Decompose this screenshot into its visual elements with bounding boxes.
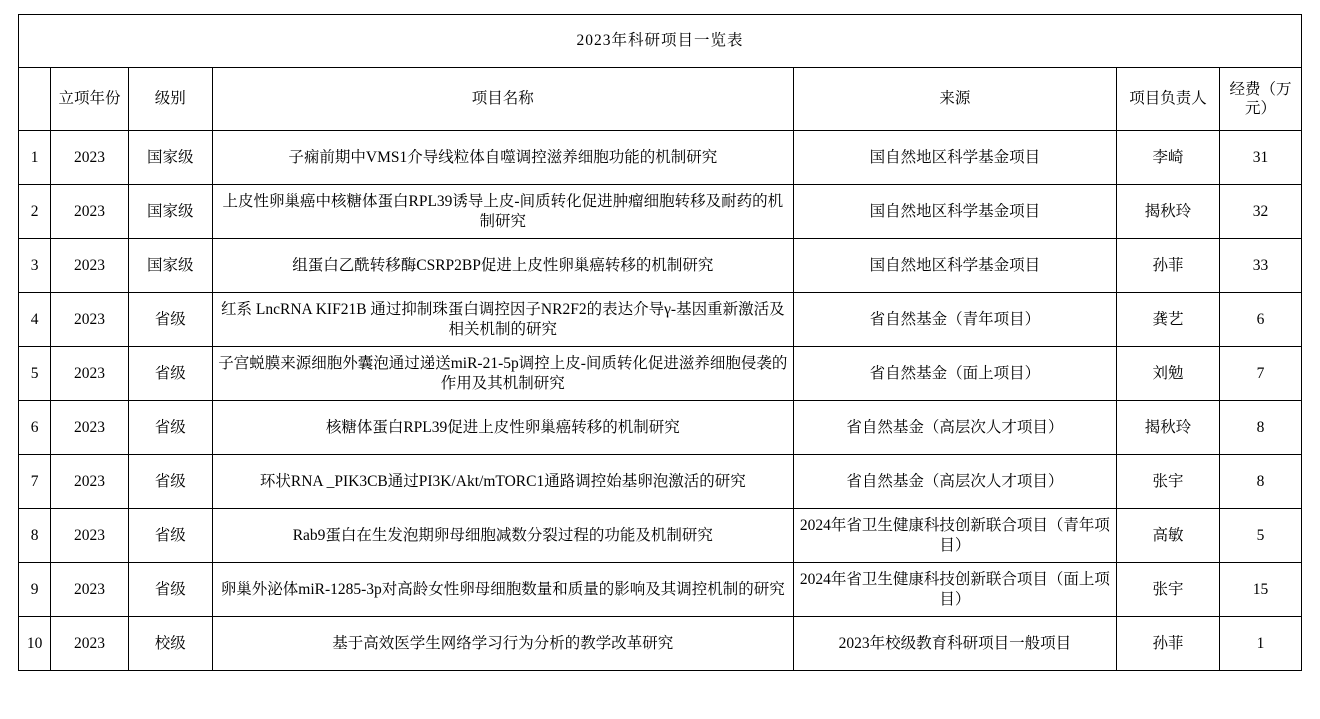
cell-project-name: 红系 LncRNA KIF21B 通过抑制珠蛋白调控因子NR2F2的表达介导γ-基因重新激活及相关机制的研究: [212, 293, 793, 347]
cell-owner: 张宇: [1116, 455, 1219, 509]
cell-level: 省级: [128, 563, 212, 617]
cell-project-name: 上皮性卵巢癌中核糖体蛋白RPL39诱导上皮-间质转化促进肿瘤细胞转移及耐药的机制研究: [212, 185, 793, 239]
cell-owner: 揭秋玲: [1116, 185, 1219, 239]
cell-funding: 7: [1220, 347, 1302, 401]
table-row: [19, 563, 1302, 617]
cell-funding: 33: [1220, 239, 1302, 293]
cell-index: 5: [19, 347, 51, 401]
cell-year: 2023: [51, 131, 128, 185]
cell-year: 2023: [51, 401, 128, 455]
cell-funding: 1: [1220, 617, 1302, 671]
cell-level: 国家级: [128, 131, 212, 185]
cell-level: 省级: [128, 401, 212, 455]
cell-year: 2023: [51, 239, 128, 293]
cell-funding: 5: [1220, 509, 1302, 563]
cell-owner: 张宇: [1116, 563, 1219, 617]
table-row: [19, 293, 1302, 347]
cell-level: 省级: [128, 293, 212, 347]
cell-source: 国自然地区科学基金项目: [793, 131, 1116, 185]
cell-owner: 龚艺: [1116, 293, 1219, 347]
cell-level: 校级: [128, 617, 212, 671]
table-row: [19, 185, 1302, 239]
research-projects-table: [18, 14, 1302, 671]
cell-project-name: 子痫前期中VMS1介导线粒体自噬调控滋养细胞功能的机制研究: [212, 131, 793, 185]
table-row: [19, 131, 1302, 185]
table-row: [19, 239, 1302, 293]
cell-level: 省级: [128, 509, 212, 563]
cell-source: 省自然基金（面上项目）: [793, 347, 1116, 401]
cell-index: 4: [19, 293, 51, 347]
cell-year: 2023: [51, 455, 128, 509]
cell-year: 2023: [51, 185, 128, 239]
cell-owner: 揭秋玲: [1116, 401, 1219, 455]
table-row: [19, 617, 1302, 671]
cell-project-name: 卵巢外泌体miR-1285-3p对高龄女性卵母细胞数量和质量的影响及其调控机制的研究: [212, 563, 793, 617]
cell-project-name: 组蛋白乙酰转移酶CSRP2BP促进上皮性卵巢癌转移的机制研究: [212, 239, 793, 293]
cell-source: 2024年省卫生健康科技创新联合项目（青年项目）: [793, 509, 1116, 563]
cell-funding: 8: [1220, 401, 1302, 455]
cell-source: 2023年校级教育科研项目一般项目: [793, 617, 1116, 671]
cell-index: 3: [19, 239, 51, 293]
cell-project-name: 核糖体蛋白RPL39促进上皮性卵巢癌转移的机制研究: [212, 401, 793, 455]
cell-funding: 8: [1220, 455, 1302, 509]
cell-year: 2023: [51, 617, 128, 671]
cell-source: 国自然地区科学基金项目: [793, 185, 1116, 239]
cell-source: 国自然地区科学基金项目: [793, 239, 1116, 293]
cell-project-name: 基于高效医学生网络学习行为分析的教学改革研究: [212, 617, 793, 671]
column-header-year: 立项年份: [51, 68, 128, 131]
cell-owner: 李崎: [1116, 131, 1219, 185]
cell-index: 9: [19, 563, 51, 617]
cell-index: 1: [19, 131, 51, 185]
cell-level: 省级: [128, 455, 212, 509]
cell-source: 省自然基金（高层次人才项目）: [793, 401, 1116, 455]
table-row: [19, 509, 1302, 563]
cell-index: 10: [19, 617, 51, 671]
cell-level: 国家级: [128, 239, 212, 293]
cell-owner: 高敏: [1116, 509, 1219, 563]
cell-funding: 6: [1220, 293, 1302, 347]
cell-owner: 刘勉: [1116, 347, 1219, 401]
column-header-index: [19, 68, 51, 131]
cell-source: 省自然基金（高层次人才项目）: [793, 455, 1116, 509]
cell-year: 2023: [51, 347, 128, 401]
cell-year: 2023: [51, 293, 128, 347]
cell-owner: 孙菲: [1116, 617, 1219, 671]
cell-index: 2: [19, 185, 51, 239]
cell-index: 6: [19, 401, 51, 455]
table-row: [19, 455, 1302, 509]
cell-source: 2024年省卫生健康科技创新联合项目（面上项目）: [793, 563, 1116, 617]
cell-funding: 32: [1220, 185, 1302, 239]
column-header-source: 来源: [793, 68, 1116, 131]
column-header-owner: 项目负责人: [1116, 68, 1219, 131]
cell-index: 8: [19, 509, 51, 563]
table-header-row: [19, 68, 1302, 131]
column-header-name: 项目名称: [212, 68, 793, 131]
cell-level: 国家级: [128, 185, 212, 239]
table-title-row: [19, 15, 1302, 68]
cell-year: 2023: [51, 509, 128, 563]
cell-owner: 孙菲: [1116, 239, 1219, 293]
cell-project-name: 环状RNA _PIK3CB通过PI3K/Akt/mTORC1通路调控始基卵泡激活的研究: [212, 455, 793, 509]
table-row: [19, 401, 1302, 455]
cell-source: 省自然基金（青年项目）: [793, 293, 1116, 347]
cell-level: 省级: [128, 347, 212, 401]
table-row: [19, 347, 1302, 401]
table-title: 2023年科研项目一览表: [19, 15, 1302, 68]
column-header-funding: 经费（万元）: [1220, 68, 1302, 131]
column-header-level: 级别: [128, 68, 212, 131]
cell-index: 7: [19, 455, 51, 509]
cell-funding: 31: [1220, 131, 1302, 185]
cell-year: 2023: [51, 563, 128, 617]
cell-funding: 15: [1220, 563, 1302, 617]
cell-project-name: Rab9蛋白在生发泡期卵母细胞减数分裂过程的功能及机制研究: [212, 509, 793, 563]
cell-project-name: 子宫蜕膜来源细胞外囊泡通过递送miR-21-5p调控上皮-间质转化促进滋养细胞侵袭的作用及其机制研究: [212, 347, 793, 401]
